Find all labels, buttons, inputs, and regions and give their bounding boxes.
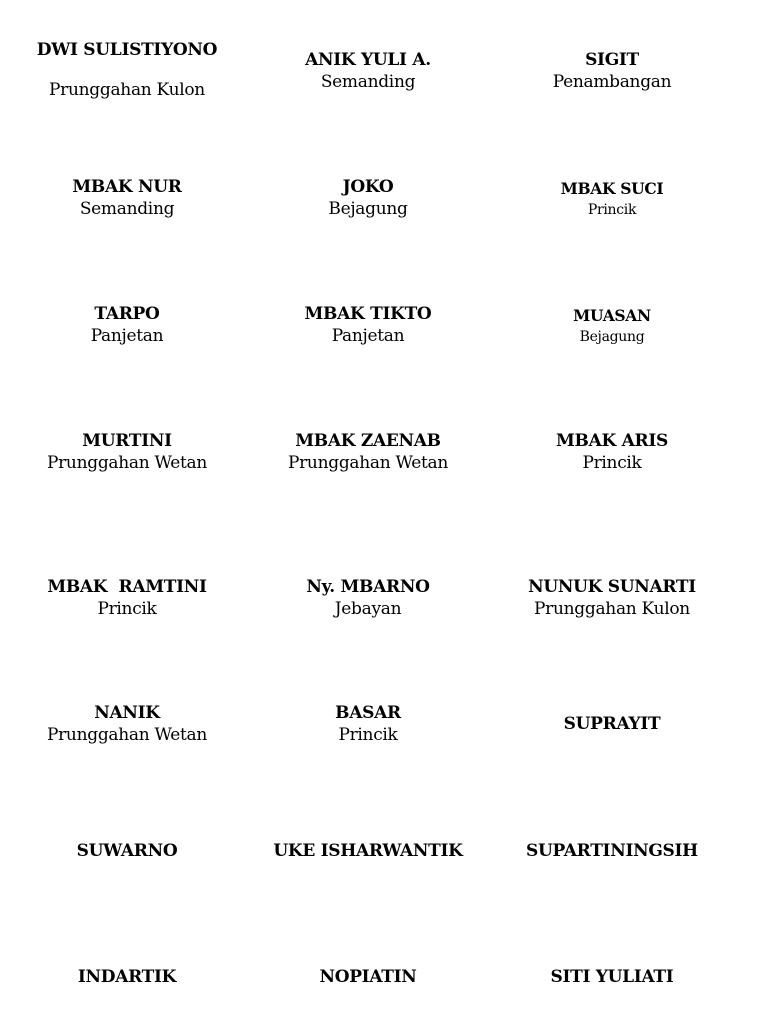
person-name: MBAK NUR [72,177,182,197]
label-card [7,303,247,347]
label-card [492,178,732,220]
person-name: SITI YULIATI [550,967,674,987]
person-name: MBAK TIKTO [304,304,432,324]
person-name: TARPO [94,304,160,324]
label-card [248,702,488,746]
label-card [7,176,247,220]
person-name: NANIK [94,703,160,723]
person-name: Ny. MBARNO [306,577,430,597]
label-card [7,840,247,862]
label-card [492,49,732,93]
village-name: Bejagung [579,329,645,345]
village-name: Princik [587,202,637,218]
village-name: Semanding [79,199,175,219]
village-name: Prunggahan Kulon [534,599,690,619]
village-name: Prunggahan Wetan [46,725,208,745]
person-name: MURTINI [82,431,172,451]
village-name: Panjetan [331,326,405,346]
village-name: Princik [97,599,157,619]
village-name: Prunggahan Wetan [287,453,449,473]
person-name: MBAK ARIS [556,431,668,451]
person-name: SUPRAYIT [563,714,661,734]
village-name: Princik [582,453,642,473]
label-card [492,966,732,988]
label-card [492,430,732,474]
person-name: MBAK RAMTINI [47,577,207,597]
village-name: Jebayan [334,599,402,619]
label-card [492,840,732,862]
label-card [7,702,247,746]
person-name: MBAK ZAENAB [295,431,441,451]
label-card [492,576,732,620]
person-name: MBAK SUCI [560,179,664,198]
label-card [248,176,488,220]
person-name: BASAR [335,703,401,723]
label-card [248,840,488,862]
village-name: Prunggahan Kulon [49,80,205,100]
village-name: Prunggahan Wetan [46,453,208,473]
person-name: INDARTIK [77,967,177,987]
village-name: Princik [338,725,398,745]
person-name: JOKO [342,177,394,197]
village-name: Panjetan [90,326,164,346]
label-card [492,713,732,735]
label-card [248,303,488,347]
person-name: ANIK YULI A. [305,50,431,70]
person-name: SUWARNO [76,841,178,861]
label-card [7,966,247,988]
label-card [7,39,247,101]
label-card [492,305,732,347]
person-name: UKE ISHARWANTIK [273,841,463,861]
person-name: SIGIT [585,50,639,70]
label-card [248,430,488,474]
label-card [248,576,488,620]
label-card [248,966,488,988]
village-name: Bejagung [328,199,408,219]
person-name: DWI SULISTIYONO [36,40,218,60]
person-name: MUASAN [573,306,651,325]
person-name: SUPARTININGSIH [526,841,698,861]
village-name: Semanding [320,72,416,92]
village-name: Penambangan [552,72,672,92]
label-card [7,576,247,620]
person-name: NUNUK SUNARTI [528,577,696,597]
person-name: NOPIATIN [319,967,417,987]
label-card [7,430,247,474]
label-card [248,49,488,93]
